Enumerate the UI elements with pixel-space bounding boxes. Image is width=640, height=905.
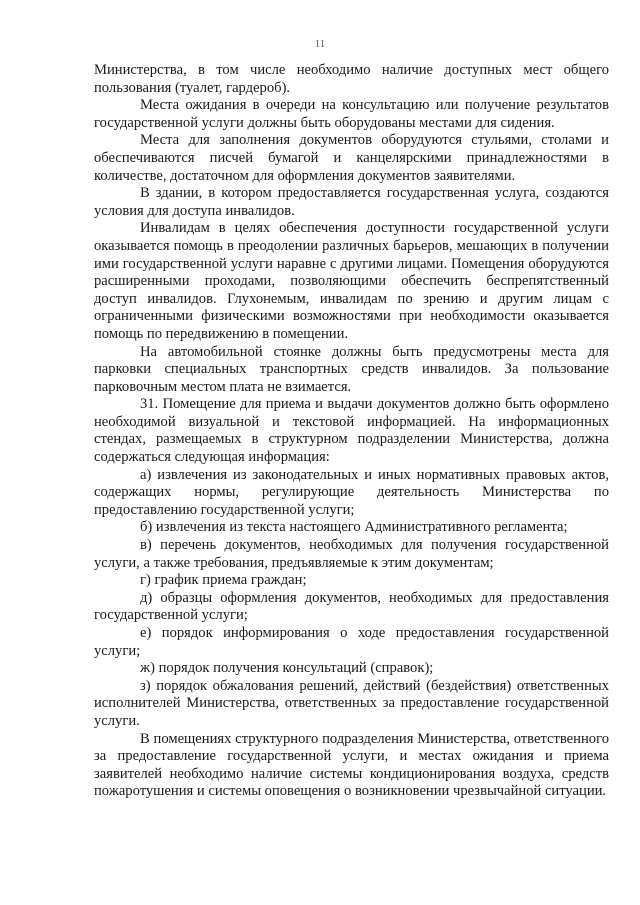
list-item-a: а) извлечения из законодательных и иных нормативных правовых актов, содержащих нормы, регулирующие деятельность Министерства по предоставлению государственной услуги; xyxy=(94,466,609,518)
paragraph-section-31: 31. Помещение для приема и выдачи документов должно быть оформлено необходимой визуальной и текстовой информацией. На информационных стендах, размещаемых в структурном подразделении Министерства, должна содержаться следующая информация: xyxy=(94,396,609,466)
document-body xyxy=(94,62,609,801)
list-item-d: д) образцы оформления документов, необходимых для предоставления государственной услуги; xyxy=(94,589,609,624)
paragraph-parking: На автомобильной стоянке должны быть предусмотрены места для парковки специальных транспортных средств инвалидов. За пользование парковочным местом плата не взимается. xyxy=(94,343,609,395)
paragraph-disabled-assistance: Инвалидам в целях обеспечения доступности государственной услуги оказывается помощь в преодолении различных барьеров, мешающих в получении ими государственной услуги наравне с другими лицами. Помещения оборудуются расширенными проходами, позволяющими обеспечить беспрепятственный доступ инвалидов. Глухонемым, инвалидам по зрению и другим лицам с ограниченными физическими возможностями при необходимости оказывается помощь по передвижению в помещении. xyxy=(94,220,609,342)
list-item-z: з) порядок обжалования решений, действий (бездействия) ответственных исполнителей Министерства, ответственных за предоставление государственной услуги. xyxy=(94,677,609,729)
list-item-e: е) порядок информирования о ходе предоставления государственной услуги; xyxy=(94,625,609,659)
paragraph-waiting-places: Места ожидания в очереди на консультацию или получение результатов государственной услуги должны быть оборудованы местами для сидения. xyxy=(94,97,609,131)
paragraph-continuation: Министерства, в том числе необходимо наличие доступных мест общего пользования (туалет, гардероб). xyxy=(94,62,609,96)
paragraph-premises-systems: В помещениях структурного подразделения Министерства, ответственного за предоставление государственной услуги, и местах ожидания и приема заявителей необходимо наличие системы кондиционирования воздуха, средств пожаротушения и системы оповещения о возникновении чрезвычайной ситуации. xyxy=(94,730,609,800)
list-item-v: в) перечень документов, необходимых для получения государственной услуги, а также требования, предъявляемые к этим документам; xyxy=(94,537,609,571)
page-number: 11 xyxy=(314,38,326,50)
list-item-g: г) график приема граждан; xyxy=(140,572,307,589)
paragraph-form-filling-places: Места для заполнения документов оборудуются стульями, столами и обеспечиваются писчей бумагой и канцелярскими принадлежностями в количестве, достаточном для оформления документов заявителями. xyxy=(94,132,609,184)
list-item-b: б) извлечения из текста настоящего Административного регламента; xyxy=(140,519,568,536)
list-item-zh: ж) порядок получения консультаций (справок); xyxy=(140,660,434,677)
paragraph-disabled-access: В здании, в котором предоставляется государственная услуга, создаются условия для доступа инвалидов. xyxy=(94,185,609,219)
